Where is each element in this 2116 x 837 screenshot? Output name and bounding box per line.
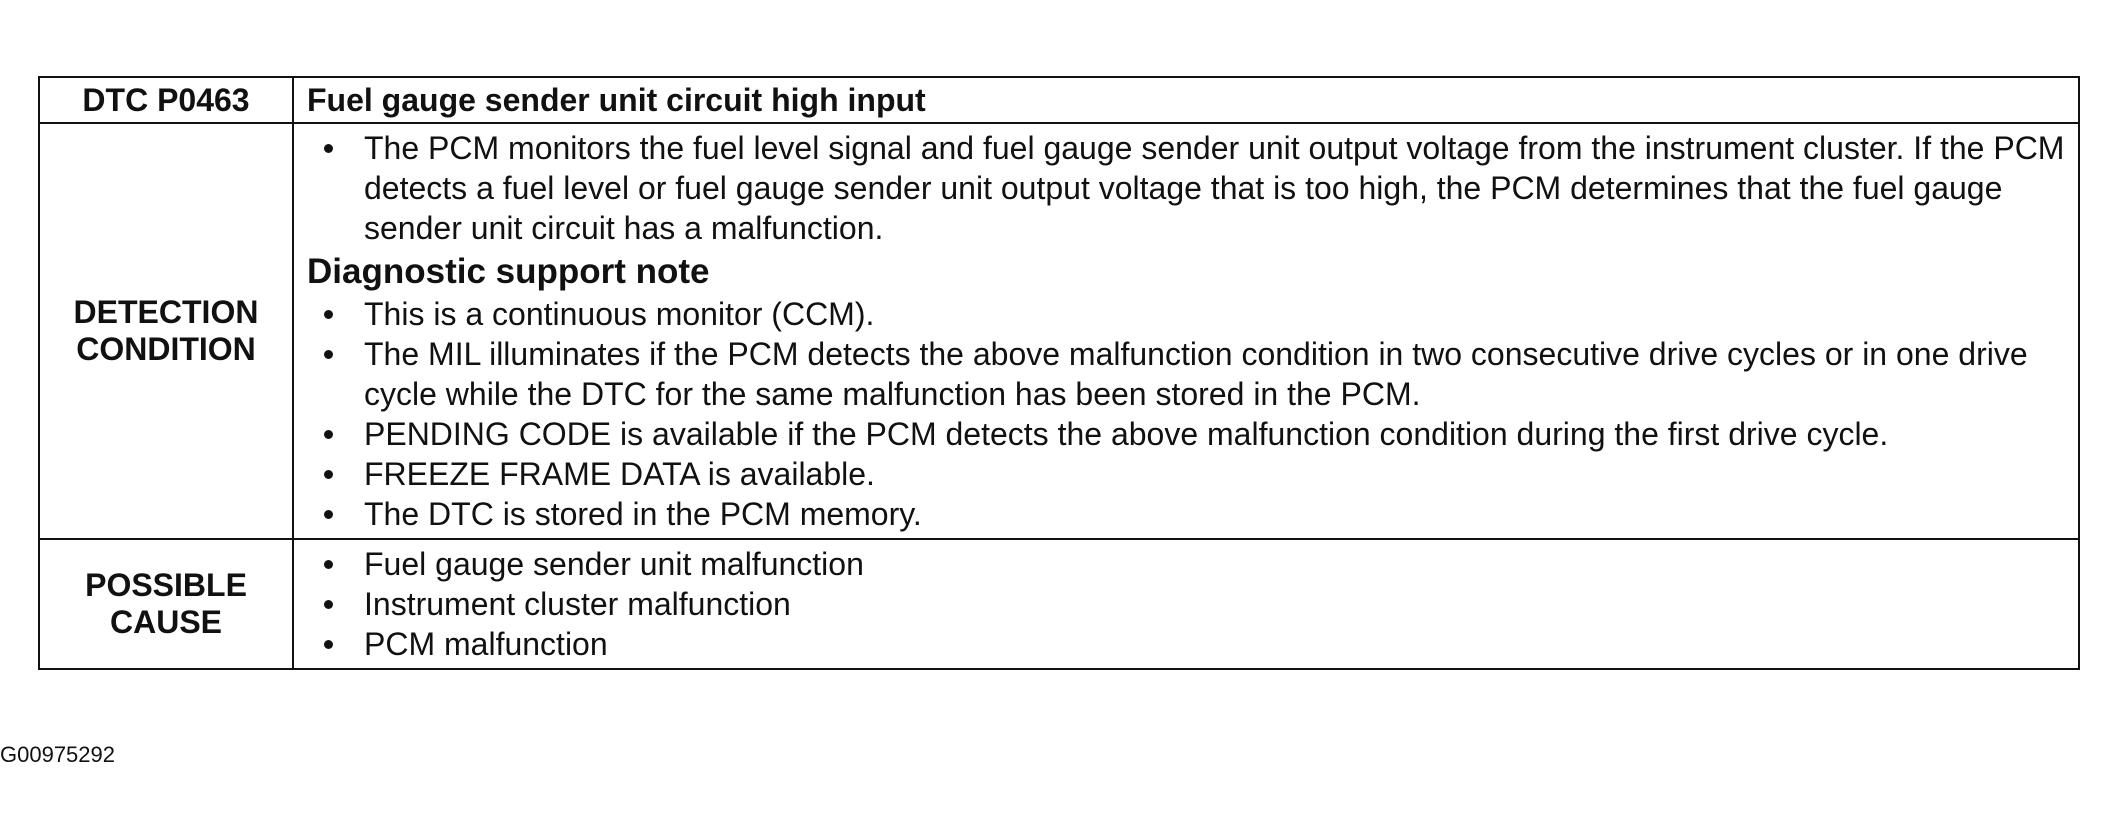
detection-condition-label bbox=[39, 123, 293, 539]
detection-bullet-list bbox=[307, 128, 2068, 248]
possible-cause-row bbox=[39, 539, 2079, 669]
dtc-table bbox=[38, 76, 2080, 670]
possible-cause-label bbox=[39, 539, 293, 669]
dtc-code: DTC P0463 bbox=[39, 77, 293, 123]
cause-label-line1: POSSIBLE bbox=[85, 567, 247, 603]
list-item: Instrument cluster malfunction bbox=[307, 584, 2068, 624]
dtc-description: Fuel gauge sender unit circuit high input bbox=[293, 77, 2079, 123]
figure-id: G00975292 bbox=[0, 742, 115, 767]
support-bullet-list bbox=[307, 294, 2068, 534]
diagnostic-support-heading: Diagnostic support note bbox=[307, 252, 710, 291]
list-item: This is a continuous monitor (CCM). bbox=[307, 294, 2068, 334]
detection-condition-content bbox=[293, 123, 2079, 539]
detection-row bbox=[39, 123, 2079, 539]
header-row bbox=[39, 77, 2079, 123]
cause-bullet-list bbox=[307, 544, 2068, 664]
list-item: FREEZE FRAME DATA is available. bbox=[307, 454, 2068, 494]
list-item: The DTC is stored in the PCM memory. bbox=[307, 494, 2068, 534]
possible-cause-content bbox=[293, 539, 2079, 669]
list-item: The PCM monitors the fuel level signal and fuel gauge sender unit output voltage from the instrument cluster. If the PCM detects a fuel level or fuel gauge sender unit output voltage that is too high, the PCM determines that the fuel gauge sender unit circuit has a malfunction. bbox=[307, 128, 2068, 248]
detection-label-line1: DETECTION bbox=[73, 294, 259, 330]
cause-label-line2: CAUSE bbox=[109, 604, 222, 640]
list-item: PENDING CODE is available if the PCM detects the above malfunction condition during the first drive cycle. bbox=[307, 414, 2068, 454]
list-item: Fuel gauge sender unit malfunction bbox=[307, 544, 2068, 584]
detection-label-line2: CONDITION bbox=[76, 331, 256, 367]
list-item: PCM malfunction bbox=[307, 624, 2068, 664]
list-item: The MIL illuminates if the PCM detects the above malfunction condition in two consecutive drive cycles or in one drive cycle while the DTC for the same malfunction has been stored in the PCM. bbox=[307, 334, 2068, 414]
